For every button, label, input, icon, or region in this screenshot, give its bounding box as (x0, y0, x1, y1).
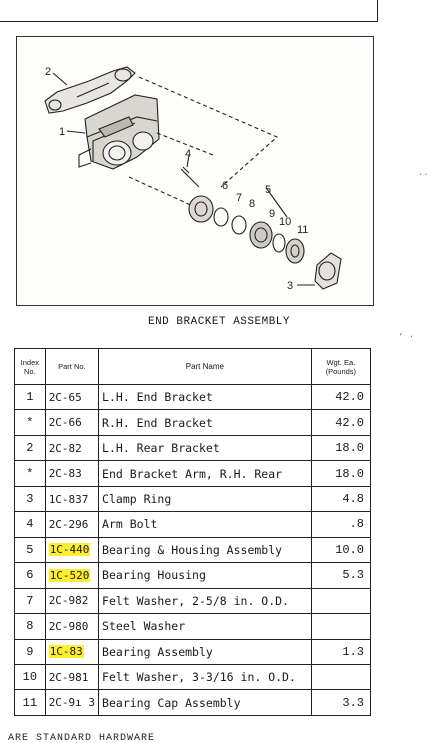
table-row (15, 614, 371, 639)
table-row (15, 664, 371, 689)
footer-note: ARE STANDARD HARDWARE (8, 733, 156, 743)
row-index: * (15, 461, 46, 486)
row-part-no: 2C-83 (48, 467, 82, 481)
row-part-no-cell (45, 385, 98, 410)
header-index: Index No. (15, 349, 46, 385)
table-row (15, 512, 371, 537)
row-weight: 10.0 (311, 537, 370, 562)
table-row (15, 588, 371, 613)
highlighted-part-no: 1C-440 (49, 543, 90, 557)
callout-1: 1 (59, 126, 66, 138)
row-index: 8 (15, 614, 46, 639)
row-part-no-cell (45, 537, 98, 562)
parts-list-table (14, 348, 371, 716)
row-part-name: Felt Washer, 3-3/16 in. O.D. (99, 664, 312, 689)
row-part-name: Felt Washer, 2-5/8 in. O.D. (99, 588, 312, 613)
row-part-no-cell (45, 461, 98, 486)
row-part-no: 2C-66 (48, 416, 82, 430)
row-index: 6 (15, 563, 46, 588)
row-part-name: End Bracket Arm, R.H. Rear (99, 461, 312, 486)
header-part-name: Part Name (99, 349, 312, 385)
row-part-name: L.H. Rear Bracket (99, 435, 312, 460)
row-part-no: 2C-982 (48, 594, 89, 608)
header-weight: Wgt. Ea. (Pounds) (311, 349, 370, 385)
callout-4: 4 (185, 148, 192, 160)
row-part-name: L.H. End Bracket (99, 385, 312, 410)
row-weight: .8 (311, 512, 370, 537)
row-weight: 42.0 (311, 410, 370, 435)
row-part-no: 2C-981 (48, 670, 89, 684)
row-weight: 4.8 (311, 486, 370, 511)
highlighted-part-no: 1C-520 (49, 568, 90, 582)
row-part-name: R.H. End Bracket (99, 410, 312, 435)
row-index: 5 (15, 537, 46, 562)
row-part-no-cell (45, 690, 98, 716)
row-weight: 3.3 (311, 690, 370, 716)
table-row (15, 461, 371, 486)
row-index: * (15, 410, 46, 435)
table-row (15, 639, 371, 664)
row-index: 1 (15, 385, 46, 410)
callout-9: 9 (269, 208, 276, 220)
row-part-no: 1C-837 (48, 492, 89, 506)
row-index: 10 (15, 664, 46, 689)
row-weight (311, 664, 370, 689)
table-row (15, 385, 371, 410)
callout-11: 11 (297, 224, 309, 236)
table-row (15, 537, 371, 562)
table-row (15, 690, 371, 716)
row-part-no-cell (45, 588, 98, 613)
row-part-no: 2C-65 (48, 390, 82, 404)
row-part-no-cell (45, 512, 98, 537)
previous-section-frame (0, 0, 378, 22)
header-part-no: Part No. (45, 349, 98, 385)
row-part-name: Arm Bolt (99, 512, 312, 537)
row-index: 2 (15, 435, 46, 460)
callout-10: 10 (279, 216, 292, 228)
table-row (15, 563, 371, 588)
row-weight (311, 588, 370, 613)
row-part-name: Clamp Ring (99, 486, 312, 511)
row-weight: 5.3 (311, 563, 370, 588)
callout-5: 5 (265, 184, 272, 196)
row-index: 7 (15, 588, 46, 613)
parts-table-body (15, 385, 371, 716)
scan-artifact: ·· (418, 170, 429, 180)
row-part-name: Bearing Housing (99, 563, 312, 588)
exploded-diagram-frame (16, 36, 374, 306)
row-weight: 1.3 (311, 639, 370, 664)
row-part-no: 2C-82 (48, 441, 82, 455)
scan-artifact: ‘ · (398, 332, 415, 342)
row-index: 3 (15, 486, 46, 511)
callout-3: 3 (287, 280, 294, 292)
row-part-no-cell (45, 614, 98, 639)
row-part-no-cell (45, 435, 98, 460)
row-part-name: Steel Washer (99, 614, 312, 639)
row-part-name: Bearing Cap Assembly (99, 690, 312, 716)
row-part-name: Bearing Assembly (99, 639, 312, 664)
table-row (15, 410, 371, 435)
end-bracket-exploded-diagram (17, 37, 375, 307)
row-index: 4 (15, 512, 46, 537)
table-row (15, 486, 371, 511)
row-part-no-cell (45, 410, 98, 435)
highlighted-part-no: 1C-83 (49, 645, 83, 659)
figure-caption: END BRACKET ASSEMBLY (147, 316, 291, 328)
row-part-no-cell (45, 563, 98, 588)
row-part-no-cell (45, 486, 98, 511)
row-weight: 42.0 (311, 385, 370, 410)
callout-8: 8 (249, 198, 256, 210)
row-weight: 18.0 (311, 461, 370, 486)
callout-7: 7 (236, 192, 243, 204)
callout-6: 6 (222, 180, 229, 192)
row-index: 11 (15, 690, 46, 716)
row-weight: 18.0 (311, 435, 370, 460)
table-header-row (15, 349, 371, 385)
row-part-no-cell (45, 639, 98, 664)
row-part-no: 2C-9ı 3 (48, 696, 96, 710)
row-part-no: 2C-980 (48, 619, 89, 633)
row-part-no-cell (45, 664, 98, 689)
callout-2: 2 (45, 66, 52, 78)
table-row (15, 435, 371, 460)
row-index: 9 (15, 639, 46, 664)
row-weight (311, 614, 370, 639)
row-part-name: Bearing & Housing Assembly (99, 537, 312, 562)
row-part-no: 2C-296 (48, 517, 89, 531)
